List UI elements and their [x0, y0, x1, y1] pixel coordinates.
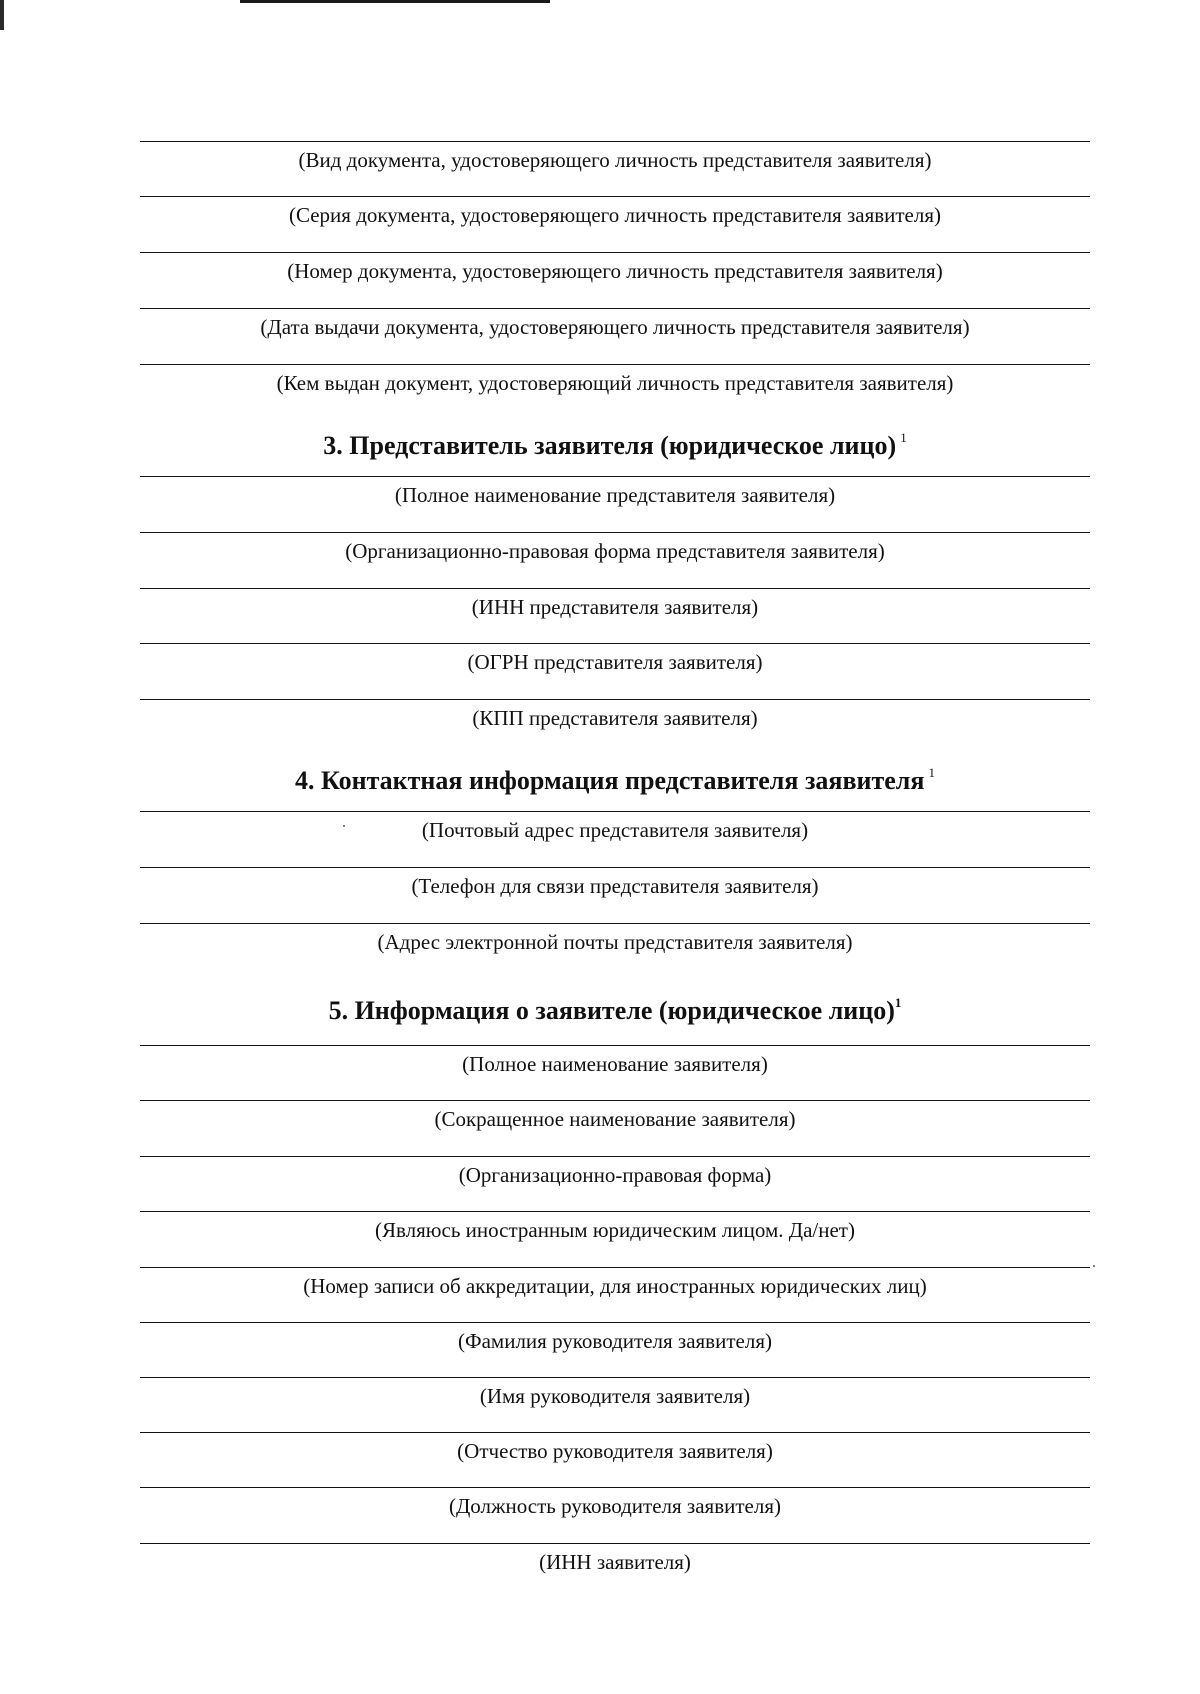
section-3-heading	[140, 421, 1090, 463]
fill-in-line	[140, 1267, 1090, 1268]
field-caption: (ОГРН представителя заявителя)	[467, 650, 763, 674]
scan-artifact	[240, 0, 550, 3]
field-caption: (Серия документа, удостоверяющего личность представителя заявителя)	[288, 203, 942, 227]
fill-in-line	[140, 1211, 1090, 1212]
fill-in-line	[140, 588, 1090, 589]
fill-in-line	[140, 867, 1090, 868]
section-title: 4. Контактная информация представителя заявителя	[295, 766, 925, 795]
fill-in-line	[140, 1432, 1090, 1433]
field-caption: (Фамилия руководителя заявителя)	[458, 1329, 772, 1353]
fill-in-line	[140, 532, 1090, 533]
fill-in-line	[140, 364, 1090, 365]
fill-in-line	[140, 1543, 1090, 1544]
footnote-marker: 1	[894, 995, 902, 1010]
field-caption: (Полное наименование представителя заявителя)	[394, 483, 836, 507]
section-title: 5. Информация о заявителе (юридическое лицо)	[328, 996, 895, 1025]
fill-in-line	[140, 1156, 1090, 1157]
field-caption: (Имя руководителя заявителя)	[479, 1384, 751, 1408]
field-caption: (Являюсь иностранным юридическим лицом. Да/нет)	[375, 1218, 855, 1242]
field-caption: (Почтовый адрес представителя заявителя)	[421, 818, 809, 842]
fill-in-line	[140, 1377, 1090, 1378]
fill-in-line	[140, 699, 1090, 700]
field-caption: (Номер документа, удостоверяющего личность представителя заявителя)	[287, 259, 943, 283]
field-caption: (Отчество руководителя заявителя)	[457, 1439, 773, 1463]
scan-artifact	[0, 0, 4, 30]
fill-in-line	[140, 1045, 1090, 1046]
footnote-marker: 1	[900, 430, 907, 445]
field-caption: (Дата выдачи документа, удостоверяющего личность представителя заявителя)	[260, 315, 970, 339]
field-caption: (Должность руководителя заявителя)	[448, 1494, 781, 1518]
fill-in-line	[140, 1100, 1090, 1101]
field-caption: (ИНН заявителя)	[539, 1550, 691, 1574]
field-caption: (Организационно-правовая форма)	[458, 1163, 772, 1187]
footnote-marker: 1	[928, 765, 935, 780]
fill-in-line	[140, 923, 1090, 924]
field-caption: (КПП представителя заявителя)	[472, 706, 758, 730]
field-caption: (Адрес электронной почты представителя заявителя)	[377, 930, 853, 954]
field-caption: (Телефон для связи представителя заявителя)	[411, 874, 819, 898]
field-caption: (Сокращенное наименование заявителя)	[434, 1107, 796, 1131]
scan-speck	[1093, 1265, 1095, 1267]
fill-in-line	[140, 1487, 1090, 1488]
scan-speck	[343, 825, 345, 827]
fill-in-line	[140, 308, 1090, 309]
fill-in-line	[140, 141, 1090, 142]
fill-in-line	[140, 196, 1090, 197]
field-caption: (Вид документа, удостоверяющего личность представителя заявителя)	[298, 148, 932, 172]
section-5-heading	[140, 986, 1090, 1028]
field-caption: (Полное наименование заявителя)	[462, 1052, 768, 1076]
field-caption: (Кем выдан документ, удостоверяющий личность представителя заявителя)	[276, 371, 954, 395]
fill-in-line	[140, 811, 1090, 812]
field-caption: (ИНН представителя заявителя)	[471, 595, 759, 619]
fill-in-line	[140, 643, 1090, 644]
field-caption: (Номер записи об аккредитации, для иностранных юридических лиц)	[303, 1274, 927, 1298]
section-title: 3. Представитель заявителя (юридическое лицо)	[323, 431, 897, 460]
fill-in-line	[140, 252, 1090, 253]
field-caption: (Организационно-правовая форма представителя заявителя)	[345, 539, 885, 563]
section-4-heading	[140, 756, 1090, 798]
fill-in-line	[140, 1322, 1090, 1323]
fill-in-line	[140, 476, 1090, 477]
